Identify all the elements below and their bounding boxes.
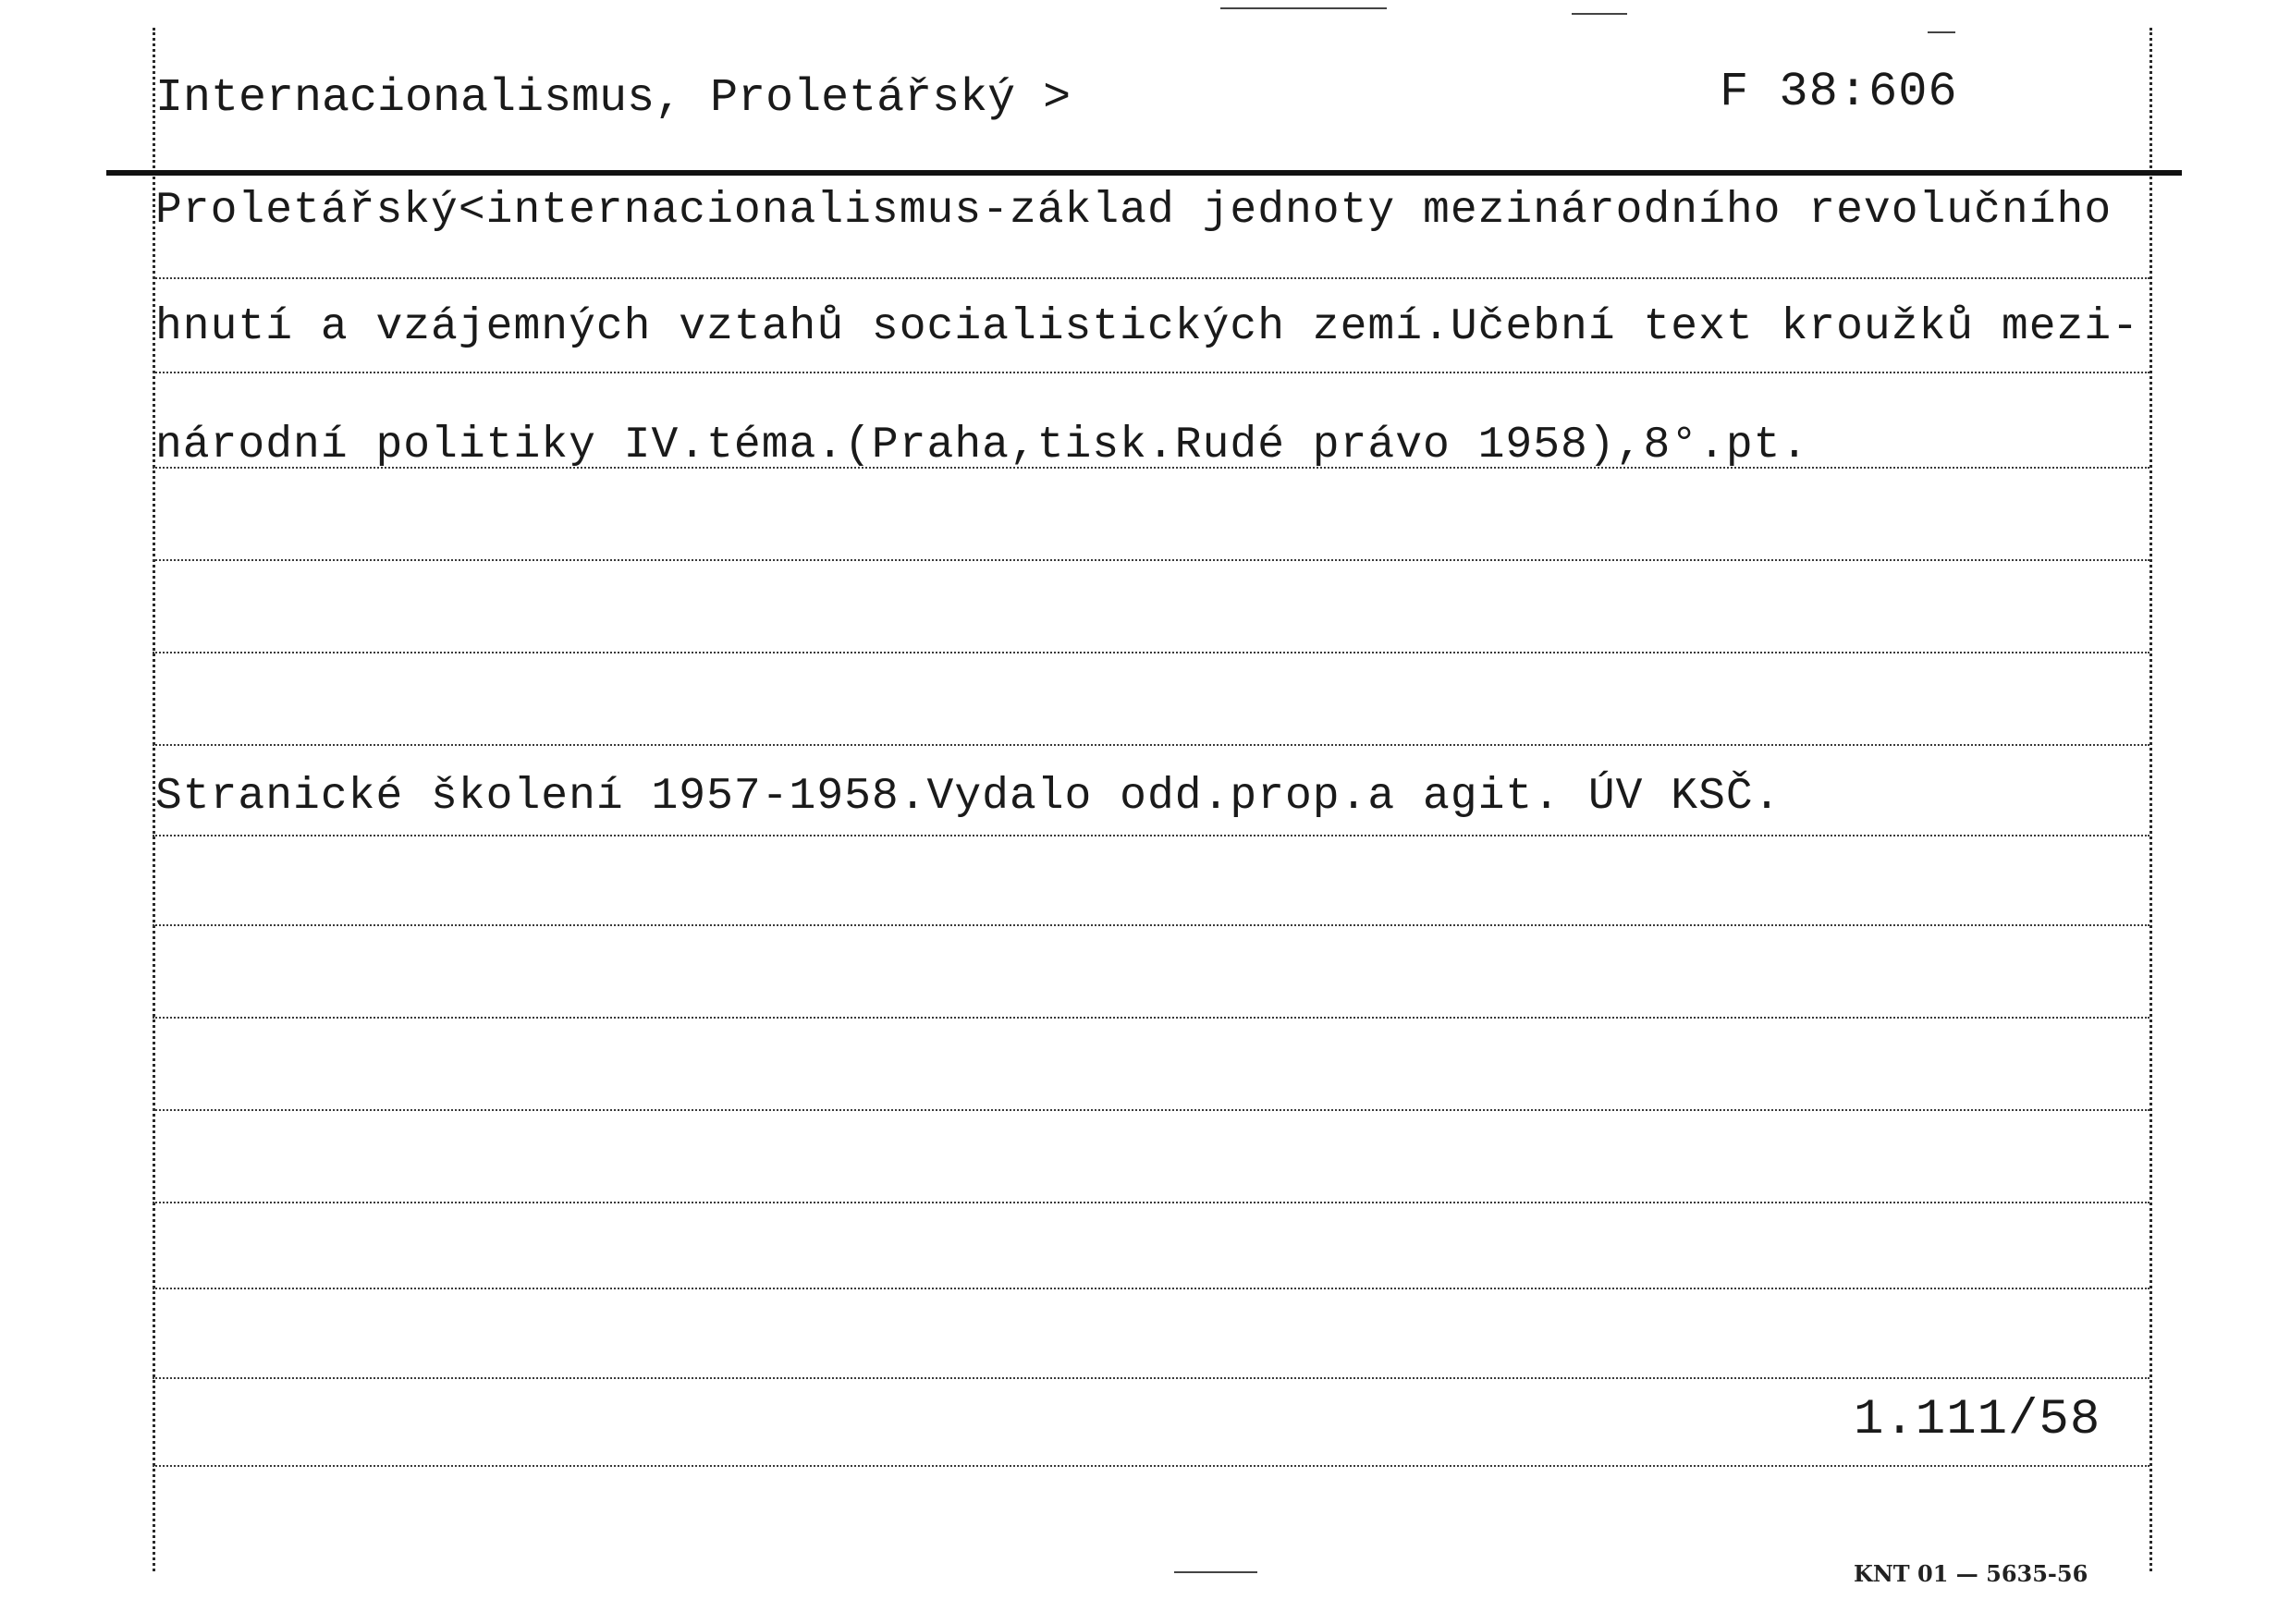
body-line-1: Proletářský<internacionalismus-základ jednoty mezinárodního revolučního — [155, 186, 2113, 236]
body-line-2: hnutí a vzájemných vztahů socialistických zemí.Učební text kroužků mezi- — [155, 302, 2139, 352]
ruled-line — [153, 924, 2149, 926]
scan-mark — [1220, 7, 1387, 9]
ruled-line — [153, 1109, 2149, 1111]
scan-mark — [1572, 13, 1627, 15]
body-line-3: národní politiky IV.téma.(Praha,tisk.Rudé právo 1958),8°.pt. — [155, 421, 1809, 470]
call-number: F 38:606 — [1720, 65, 1958, 119]
ruled-line — [153, 1202, 2149, 1203]
ruled-line — [153, 1465, 2149, 1467]
accession-number: 1.111/58 — [1854, 1392, 2101, 1448]
body-line-4: Stranické školení 1957-1958.Vydalo odd.prop.a agit. ÚV KSČ. — [155, 772, 1782, 822]
card-heading: Internacionalismus, Proletářský > — [155, 72, 1072, 125]
ruled-line — [153, 744, 2149, 746]
ruled-line — [153, 835, 2149, 836]
scan-mark — [1174, 1571, 1257, 1573]
ruled-line — [153, 372, 2149, 373]
form-code: KNT 01 — 5635-56 — [1854, 1560, 2088, 1587]
ruled-line — [153, 1377, 2149, 1379]
right-margin-line — [2149, 28, 2152, 1571]
header-rule — [106, 170, 2182, 176]
ruled-line — [153, 652, 2149, 653]
ruled-line — [153, 559, 2149, 561]
scan-mark — [1928, 31, 1955, 33]
ruled-line — [153, 1288, 2149, 1289]
ruled-line — [153, 1017, 2149, 1019]
ruled-line — [153, 277, 2149, 279]
